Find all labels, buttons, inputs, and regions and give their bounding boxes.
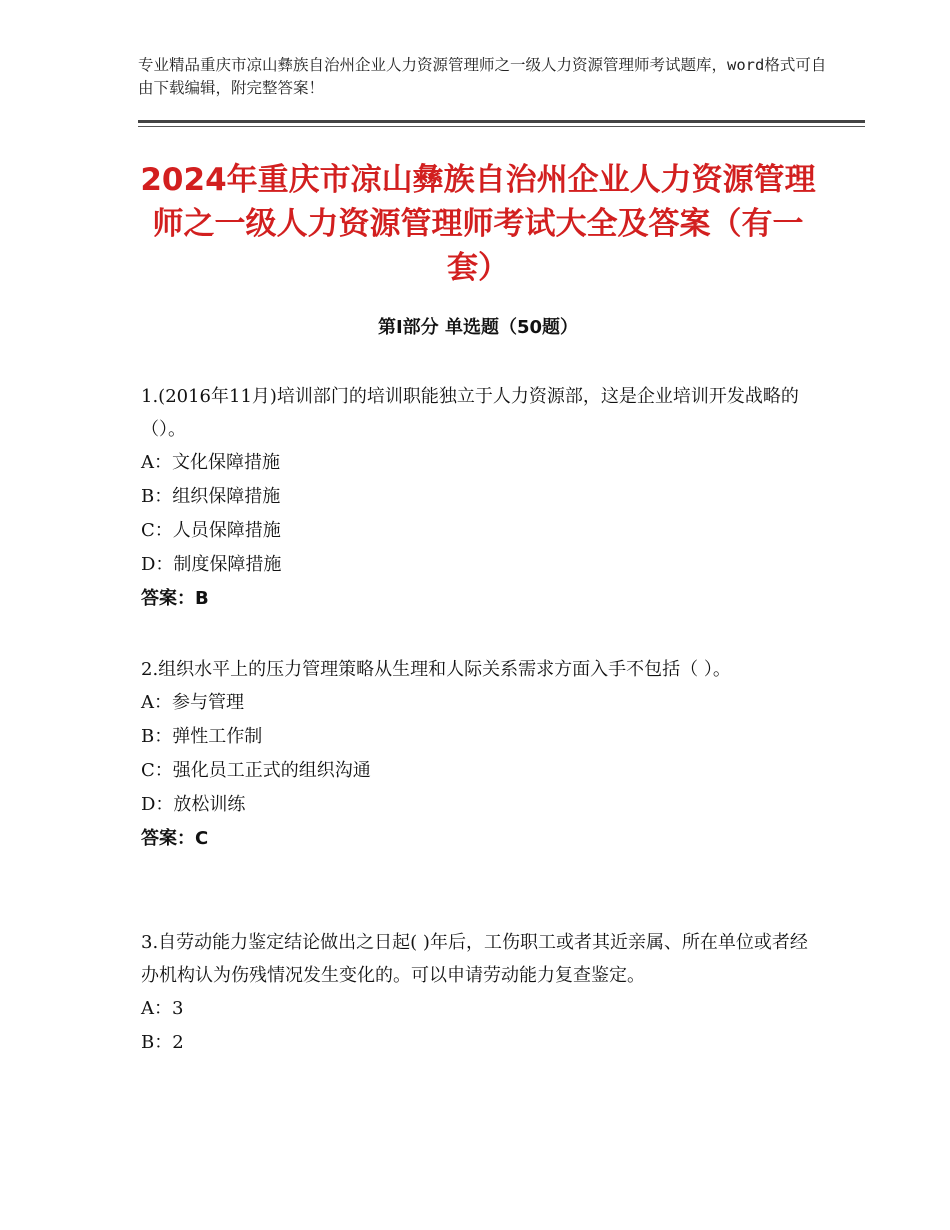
section-title: 第Ⅰ部分 单选题（50题） [377, 317, 578, 338]
option-b: B：弹性工作制 [141, 726, 263, 747]
header-divider-thick [138, 120, 865, 123]
option-c: C：人员保障措施 [141, 520, 281, 541]
option-a: A：文化保障措施 [141, 452, 280, 473]
answer-label: 答案：C [141, 828, 209, 849]
question-stem: 3.自劳动能力鉴定结论做出之日起( )年后，工伤职工或者其近亲属、所在单位或者经办机构认为伤残情况发生变化的。可以申请劳动能力复查鉴定。 [141, 932, 808, 986]
question-stem: 1.(2016年11月)培训部门的培训职能独立于人力资源部，这是企业培训开发战略的（）。 [141, 386, 799, 440]
option-b: B：组织保障措施 [141, 486, 281, 507]
header-note: 专业精品重庆市凉山彝族自治州企业人力资源管理师之一级人力资源管理师考试题库，word格式可自由下载编辑，附完整答案！ [138, 56, 827, 97]
option-b: B：2 [141, 1032, 184, 1053]
option-a: A：参与管理 [141, 692, 244, 713]
header-divider-thin [138, 126, 865, 127]
option-a: A：3 [141, 998, 184, 1019]
option-d: D：制度保障措施 [141, 554, 282, 575]
question-2 [141, 653, 821, 856]
question-3 [141, 926, 821, 1060]
question-1 [141, 380, 821, 616]
option-d: D：放松训练 [141, 794, 246, 815]
document-title: 2024年重庆市凉山彝族自治州企业人力资源管理师之一级人力资源管理师考试大全及答案（有一套） [140, 162, 816, 286]
answer-label: 答案：B [141, 588, 209, 609]
question-stem: 2.组织水平上的压力管理策略从生理和人际关系需求方面入手不包括（ ）。 [141, 659, 731, 680]
option-c: C：强化员工正式的组织沟通 [141, 760, 371, 781]
